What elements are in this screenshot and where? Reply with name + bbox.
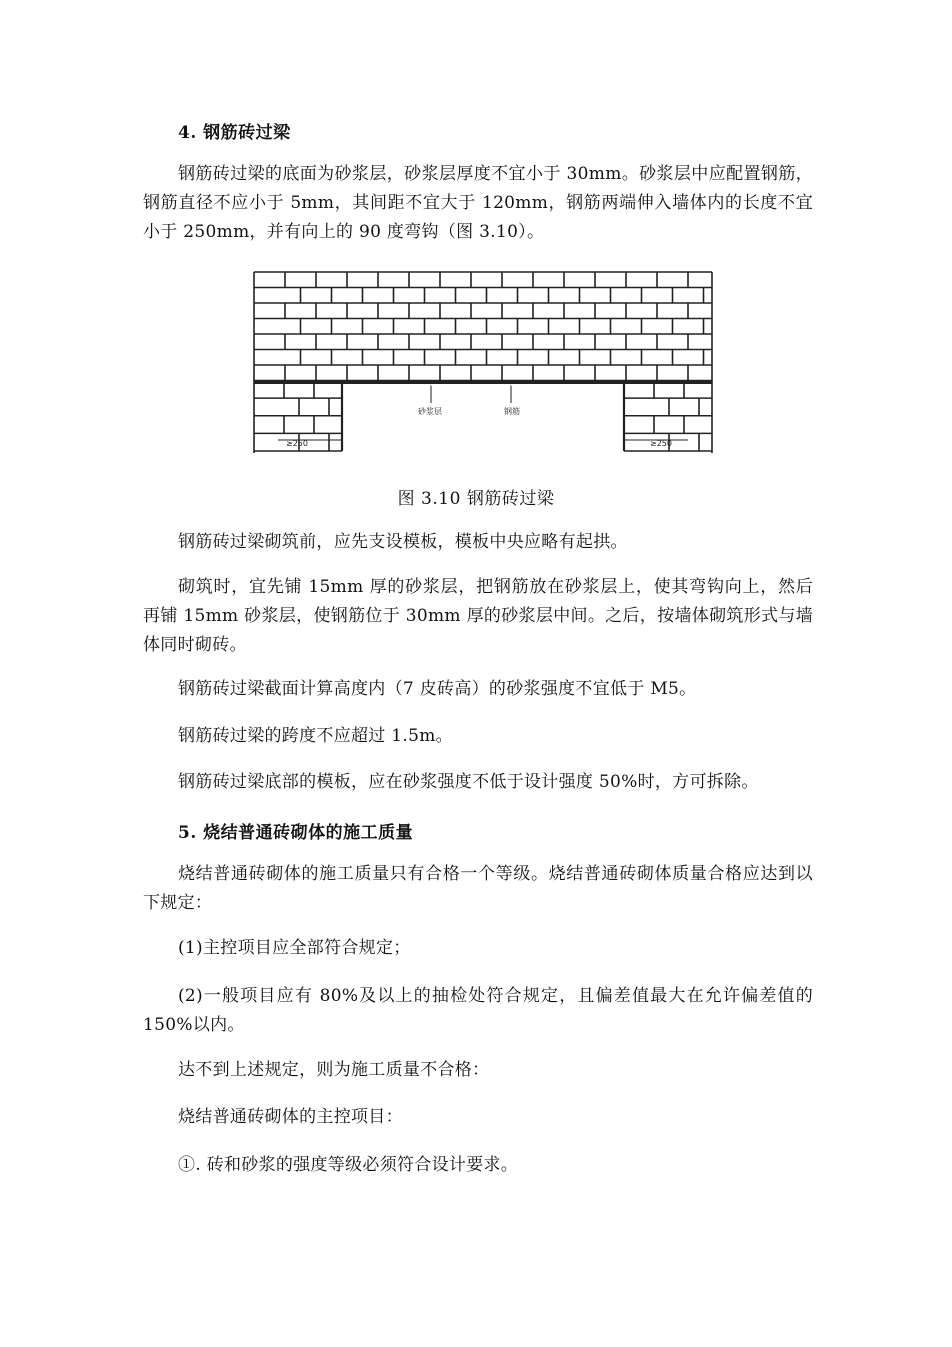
section-4-paragraph-4: 钢筋砖过梁截面计算高度内（7 皮砖高）的砂浆强度不宜低于 M5。 — [178, 679, 697, 699]
brick-lintel-diagram — [246, 268, 718, 458]
section-5-item-2: (2)一般项目应有 80%及以上的抽检处符合规定，且偏差值最大在允许偏差值的 150%以内。 — [143, 986, 813, 1035]
rebar-label: 钢筋 — [504, 407, 520, 416]
section-4-heading: 4. 钢筋砖过梁 — [178, 123, 291, 143]
section-4-paragraph-6: 钢筋砖过梁底部的模板，应在砂浆强度不低于设计强度 50%时，方可拆除。 — [178, 772, 759, 792]
dimension-right-label: ≥250 — [650, 439, 672, 448]
section-5-paragraph-2: 达不到上述规定，则为施工质量不合格： — [178, 1060, 490, 1080]
mortar-layer-label: 砂浆层 — [418, 407, 442, 416]
section-5-heading: 5. 烧结普通砖砌体的施工质量 — [178, 823, 414, 843]
section-5-paragraph-1: 烧结普通砖砌体的施工质量只有合格一个等级。烧结普通砖砌体质量合格应达到以下规定： — [143, 864, 813, 913]
brick-lintel-figure — [246, 268, 718, 458]
figure-caption: 图 3.10 钢筋砖过梁 — [397, 489, 555, 509]
section-5-item-1: (1)主控项目应全部符合规定； — [178, 938, 411, 958]
dimension-left-label: ≥250 — [286, 439, 308, 448]
section-5-paragraph-3: 烧结普通砖砌体的主控项目： — [178, 1107, 403, 1127]
section-4-paragraph-1: 钢筋砖过梁的底面为砂浆层，砂浆层厚度不宜小于 30mm。砂浆层中应配置钢筋，钢筋直径不应小于 5mm，其间距不宜大于 120mm，钢筋两端伸入墙体内的长度不宜小于 250mm，并有向上的 90 度弯钩（图 3.10）。 — [143, 164, 813, 242]
section-4-paragraph-2: 钢筋砖过梁砌筑前，应先支设模板，模板中央应略有起拱。 — [178, 532, 628, 552]
section-4-paragraph-3: 砌筑时，宜先铺 15mm 厚的砂浆层，把钢筋放在砂浆层上，使其弯钩向上，然后再铺 15mm 砂浆层，使钢筋位于 30mm 厚的砂浆层中间。之后，按墙体砌筑形式与墙体同时砌砖。 — [143, 577, 813, 655]
section-5-item-3: ①. 砖和砂浆的强度等级必须符合设计要求。 — [178, 1155, 519, 1175]
section-4-paragraph-5: 钢筋砖过梁的跨度不应超过 1.5m。 — [178, 726, 453, 746]
